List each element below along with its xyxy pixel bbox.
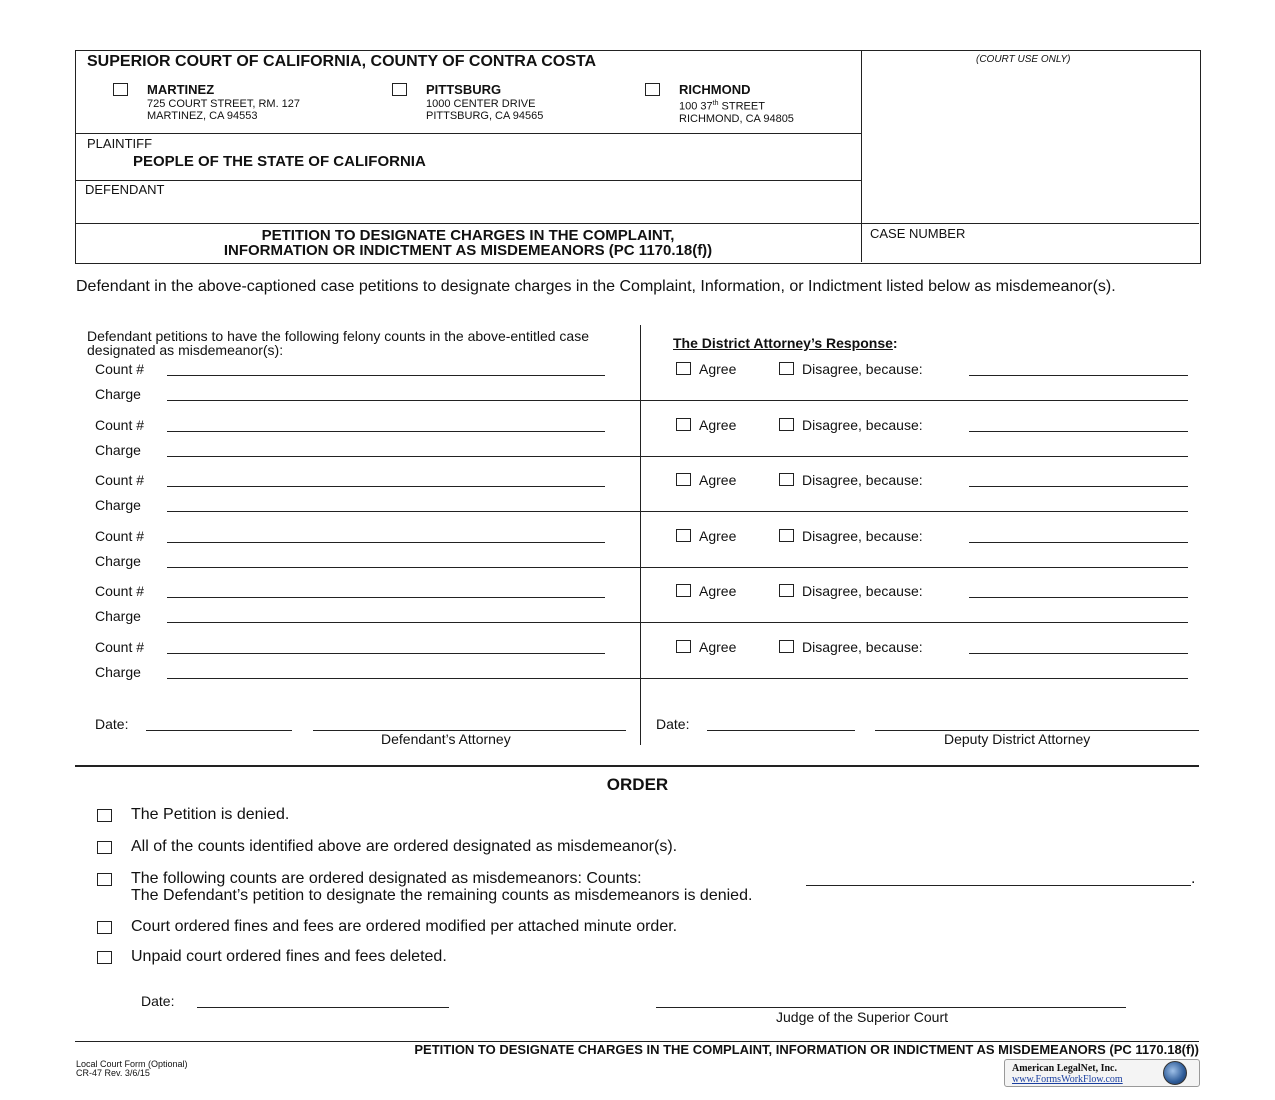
order-option-fines-modified-checkbox[interactable] (97, 921, 112, 934)
disagree-reason-field[interactable] (969, 431, 1188, 432)
disagree-label: Disagree, because: (802, 583, 923, 599)
agree-label: Agree (699, 528, 737, 544)
agree-checkbox[interactable] (676, 529, 691, 542)
defendant-attorney-label: Defendant’s Attorney (381, 731, 511, 747)
order-option-fines-deleted-checkbox[interactable] (97, 951, 112, 964)
brand-badge[interactable] (1004, 1059, 1200, 1087)
order-counts-field[interactable] (806, 885, 1191, 886)
order-option-following-counts-checkbox[interactable] (97, 873, 112, 886)
deputy-da-label: Deputy District Attorney (944, 731, 1091, 747)
order-option-fines-modified: Court ordered fines and fees are ordered modified per attached minute order. (131, 918, 678, 935)
agree-label: Agree (699, 639, 737, 655)
pittsburg-name: PITTSBURG (426, 82, 502, 97)
charge-label: Charge (95, 608, 141, 624)
count-label: Count # (95, 639, 145, 655)
count-field[interactable] (167, 653, 605, 654)
defendant-date-label: Date: (95, 716, 129, 732)
charge-label: Charge (95, 386, 141, 402)
plaintiff-value: PEOPLE OF THE STATE OF CALIFORNIA (133, 153, 426, 170)
order-title: ORDER (606, 775, 669, 794)
order-option-fines-deleted: Unpaid court ordered fines and fees deleted. (131, 948, 447, 965)
count-label: Count # (95, 361, 145, 377)
richmond-address: 100 37th STREET RICHMOND, CA 94805 (679, 100, 794, 125)
count-field[interactable] (167, 486, 605, 487)
charge-label: Charge (95, 442, 141, 458)
agree-checkbox[interactable] (676, 473, 691, 486)
count-label: Count # (95, 472, 145, 488)
martinez-checkbox[interactable] (113, 83, 128, 96)
charge-field[interactable] (167, 400, 1188, 401)
count-field[interactable] (167, 431, 605, 432)
agree-checkbox[interactable] (676, 640, 691, 653)
form-title: PETITION TO DESIGNATE CHARGES IN THE COMPLAINT, INFORMATION OR INDICTMENT AS MISDEMEANORS (PC 1170.18(f)) (223, 227, 713, 259)
period: . (1191, 870, 1196, 887)
footer-form-note: Local Court Form (Optional) CR-47 Rev. 3/6/15 (76, 1059, 188, 1078)
order-option-all-counts-checkbox[interactable] (97, 841, 112, 854)
count-label: Count # (95, 528, 145, 544)
disagree-checkbox[interactable] (779, 584, 794, 597)
disagree-reason-field[interactable] (969, 486, 1188, 487)
richmond-name: RICHMOND (679, 82, 751, 97)
order-option-following-counts: The following counts are ordered designated as misdemeanors: Counts: (131, 870, 642, 887)
order-option-denied-checkbox[interactable] (97, 809, 112, 822)
disagree-checkbox[interactable] (779, 640, 794, 653)
disagree-checkbox[interactable] (779, 418, 794, 431)
court-title: SUPERIOR COURT OF CALIFORNIA, COUNTY OF CONTRA COSTA (87, 53, 597, 70)
charge-label: Charge (95, 553, 141, 569)
left-heading: Defendant petitions to have the following felony counts in the above-entitled case designated as misdemeanor(s): (87, 328, 589, 358)
case-number-label: CASE NUMBER (870, 226, 966, 241)
charge-field[interactable] (167, 678, 1188, 679)
charge-field[interactable] (167, 622, 1188, 623)
caption-divider (861, 50, 862, 262)
charge-label: Charge (95, 664, 141, 680)
agree-label: Agree (699, 417, 737, 433)
pittsburg-address: 1000 CENTER DRIVE PITTSBURG, CA 94565 (426, 98, 544, 122)
agree-label: Agree (699, 583, 737, 599)
globe-icon (1163, 1061, 1187, 1085)
judge-label: Judge of the Superior Court (776, 1009, 948, 1025)
count-label: Count # (95, 417, 145, 433)
defendant-date-field[interactable] (146, 730, 292, 731)
charge-field[interactable] (167, 456, 1188, 457)
disagree-reason-field[interactable] (969, 542, 1188, 543)
count-label: Count # (95, 583, 145, 599)
order-date-label: Date: (141, 993, 175, 1009)
disagree-reason-field[interactable] (969, 597, 1188, 598)
intro-text: Defendant in the above-captioned case petitions to designate charges in the Complaint, Information, or Indictment listed below as misdemeanor(s). (76, 278, 1116, 295)
richmond-checkbox[interactable] (645, 83, 660, 96)
martinez-address: 725 COURT STREET, RM. 127 MARTINEZ, CA 94553 (147, 98, 301, 122)
agree-label: Agree (699, 472, 737, 488)
disagree-label: Disagree, because: (802, 417, 923, 433)
brand-url[interactable]: www.FormsWorkFlow.com (1012, 1074, 1123, 1085)
brand-name: American LegalNet, Inc. (1012, 1063, 1117, 1074)
disagree-reason-field[interactable] (969, 653, 1188, 654)
disagree-checkbox[interactable] (779, 362, 794, 375)
disagree-label: Disagree, because: (802, 472, 923, 488)
charge-label: Charge (95, 497, 141, 513)
order-option-following-counts-line2: The Defendant’s petition to designate the remaining counts as misdemeanors is denied. (131, 887, 753, 904)
pittsburg-checkbox[interactable] (392, 83, 407, 96)
order-option-all-counts: All of the counts identified above are ordered designated as misdemeanor(s). (131, 838, 678, 855)
defendant-label: DEFENDANT (85, 182, 165, 197)
order-option-denied: The Petition is denied. (131, 806, 290, 823)
agree-checkbox[interactable] (676, 418, 691, 431)
charge-field[interactable] (167, 567, 1188, 568)
martinez-name: MARTINEZ (147, 82, 215, 97)
da-date-label: Date: (656, 716, 690, 732)
disagree-label: Disagree, because: (802, 361, 923, 377)
count-field[interactable] (167, 375, 605, 376)
plaintiff-label: PLAINTIFF (87, 136, 153, 151)
count-field[interactable] (167, 542, 605, 543)
disagree-checkbox[interactable] (779, 529, 794, 542)
agree-checkbox[interactable] (676, 362, 691, 375)
charge-field[interactable] (167, 511, 1188, 512)
right-heading: The District Attorney’s Response: (673, 335, 898, 351)
order-separator (75, 765, 1199, 767)
disagree-checkbox[interactable] (779, 473, 794, 486)
da-date-field[interactable] (707, 730, 855, 731)
footer-title: PETITION TO DESIGNATE CHARGES IN THE COMPLAINT, INFORMATION OR INDICTMENT AS MISDEMEANORS (PC 1170.18(f)) (414, 1042, 1199, 1057)
agree-label: Agree (699, 361, 737, 377)
order-date-field[interactable] (197, 1007, 449, 1008)
agree-checkbox[interactable] (676, 584, 691, 597)
disagree-label: Disagree, because: (802, 639, 923, 655)
court-use-only: (COURT USE ONLY) (976, 54, 1071, 65)
disagree-reason-field[interactable] (969, 375, 1188, 376)
petition-divider (640, 325, 641, 745)
count-field[interactable] (167, 597, 605, 598)
disagree-label: Disagree, because: (802, 528, 923, 544)
judge-signature[interactable] (656, 1007, 1126, 1008)
